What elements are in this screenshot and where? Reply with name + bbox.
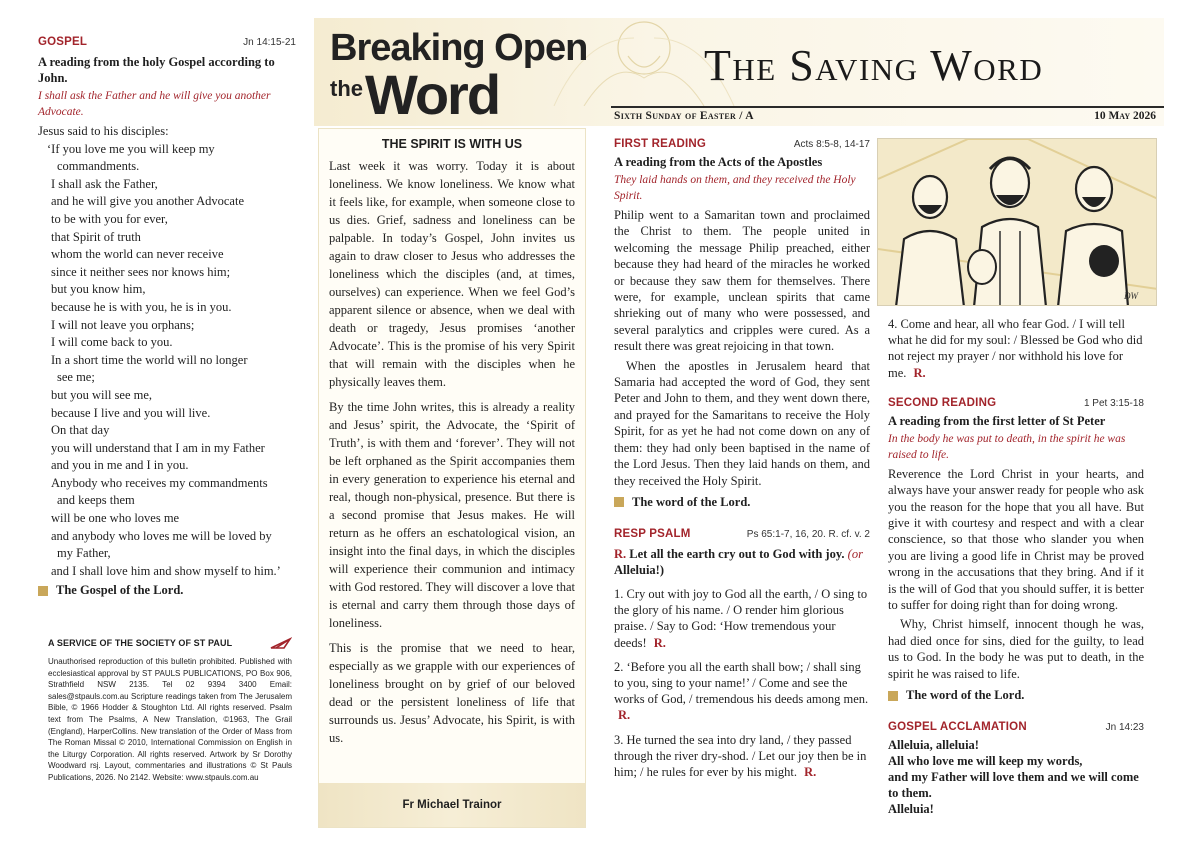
second-reading-closing-line: [888, 688, 1144, 703]
stanza-number: 3.: [614, 732, 624, 747]
first-reading-intro: A reading from the Acts of the Apostles: [614, 155, 823, 169]
gospel-verse-line: [38, 246, 296, 264]
gospel-verse-line: [38, 141, 296, 176]
disciples-artwork-icon: [878, 139, 1157, 306]
verse-text: Anybody who receives my commandments: [51, 475, 268, 490]
response-mark: R.: [618, 708, 631, 723]
psalm-stanza: [614, 659, 870, 724]
acclamation-header: [888, 721, 1144, 733]
gospel-antiphon: I shall ask the Father and he will give you another Advocate.: [38, 90, 271, 118]
first-reading-paragraph: Philip went to a Samaritan town and proclaimed the Christ to them. The people united in welcoming the message Philip preached, either because they had heard of the miracles he worked or because they saw them for themselves. There were, for example, unclean spirits that came shrieking out of many who were possessed, and several paralytics and cripples were cured. As a result there was great rejoicing in that town.: [614, 208, 870, 354]
gospel-verse-line: [38, 457, 296, 475]
verse-continuation: commandments.: [57, 159, 140, 174]
stanza-text: Come and hear, all who fear God. / I will tell what he did for my soul: / Blessed be God who did not reject my prayer / nor withhold his love for me.: [888, 317, 1143, 380]
author-banner: [319, 783, 585, 827]
masthead-title: The Saving Word: [704, 41, 1044, 90]
publisher-notice: [48, 636, 292, 784]
first-reading-closing: The word of the Lord.: [632, 494, 751, 509]
verse-text: I shall ask the Father,: [51, 176, 158, 191]
verse-text: you will understand that I am in my Father: [51, 440, 265, 455]
response-mark: R.: [614, 546, 627, 561]
verse-text: because I live and you will live.: [51, 405, 211, 420]
second-reading-intro: A reading from the first letter of St Peter: [888, 413, 1106, 428]
commentary-title: THE SPIRIT IS WITH US: [381, 137, 523, 151]
second-reading-closing: The word of the Lord.: [906, 688, 1025, 703]
gospel-verse-line: [38, 510, 296, 528]
gospel-verse-line: [38, 528, 296, 563]
gospel-verse-line: [38, 264, 296, 282]
gospel-verse-line: [38, 229, 296, 247]
verse-text: will be one who loves me: [51, 511, 180, 526]
breaking-open-logo: [330, 27, 588, 126]
acclamation-text: [888, 737, 1144, 817]
response-mark: R.: [804, 764, 817, 779]
gold-square-icon: [614, 497, 624, 507]
gospel-verse-line: [38, 176, 296, 194]
second-reading-paragraph: Reverence the Lord Christ in your hearts, and always have your answer ready for people who ask you the reason for the hope that you all have. But give it with courtesy and respect and with a clear conscience, so that those who slander you when you are living a good life in Christ may be proved wrong in the accusations that they bring. And if it is the will of God that you should suffer, it is better to suffer for doing right than for doing wrong.: [888, 466, 1144, 613]
verse-text: because he is with you, he is in you.: [51, 299, 232, 314]
publisher-text: Unauthorised reproduction of this bulletin prohibited. Published with ecclesiastical approval by ST PAULS PUBLICATIONS, PO Box 906, Strathfield NSW 2135. Tel 02 9394 3400 Email: sales@stpauls.com.au Scripture readings taken from The Jerusalem Bible, © 1966 Hodder & Stoughton Ltd. All rights reserved. Psalm text from The Psalms, A New Translation, ©1963, The Grail (England), HarperCollins. New translation of the Order of Mass from The Roman Missal © 2010, International Commission on English in the Liturgy Corporation. All rights reserved. Artwork by Sr Dorothy Woodward rsj. Layout, commentaries and illustrations © St Pauls Publications, 2026. No 2142. Website: www.stpauls.com.au: [48, 657, 292, 782]
verse-text: whom the world can never receive: [51, 247, 224, 262]
gospel-verse-line: [38, 211, 296, 229]
first-reading-paragraph: When the apostles in Jerusalem heard that Samaria had accepted the word of God, they sent Peter and John to them, and they went down there, and prayed for the Samaritans to receive the Holy Spirit, for as yet he had not come down on any of them: they had only been baptised in the name of the Lord Jesus. Then they laid hands on them, and they received the Holy Spirit.: [614, 358, 870, 488]
banner: [314, 18, 1164, 126]
psalm-header: [614, 528, 870, 540]
stanza-number: 2.: [614, 659, 624, 674]
stanza-number: 1.: [614, 586, 624, 601]
psalm-response-text: Let all the earth cry out to God with joy.: [629, 546, 845, 561]
verse-text: since it neither sees nor knows him;: [51, 264, 231, 279]
gospel-section: [38, 36, 296, 598]
verse-text: to be with you for ever,: [51, 211, 168, 226]
masthead-rule: [611, 106, 1164, 108]
acclamation-title: GOSPEL ACCLAMATION: [888, 721, 1027, 734]
psalm-title: RESP PSALM: [614, 527, 691, 540]
verse-text: and he will give you another Advocate: [51, 194, 244, 209]
verse-continuation: see me;: [57, 370, 95, 385]
liturgical-day: Sixth Sunday of Easter / A: [614, 110, 754, 122]
response-mark: R.: [653, 635, 666, 650]
second-reading-ref: 1 Pet 3:15-18: [1083, 397, 1144, 409]
gospel-intro: A reading from the holy Gospel according to John.: [38, 55, 275, 85]
verse-text: that Spirit of truth: [51, 229, 141, 244]
gospel-verse-line: [38, 299, 296, 317]
gospel-verses: [38, 141, 296, 581]
gospel-closing-line: [38, 583, 296, 598]
verse-continuation: my Father,: [57, 546, 111, 561]
gospel-opening: Jesus said to his disciples:: [38, 124, 169, 138]
first-reading-antiphon: They laid hands on them, and they received the Holy Spirit.: [614, 174, 856, 202]
gospel-title: GOSPEL: [38, 36, 88, 48]
verse-text: On that day: [51, 423, 110, 438]
stanza-text: Cry out with joy to God all the earth, / O sing to the glory of his name. / O render him glorious praise. / Say to God: ‘How tremendous your deeds!: [614, 586, 868, 650]
psalm-stanza: [614, 586, 870, 651]
gold-square-icon: [888, 691, 898, 701]
st-pauls-logo-icon: [270, 636, 292, 650]
verse-text: In a short time the world will no longer: [51, 352, 248, 367]
psalm-alt-word: Alleluia!): [614, 562, 664, 577]
acclamation-line: and my Father will love them and we will come to them.: [888, 770, 1139, 801]
gospel-verse-line: [38, 422, 296, 440]
verse-text: but you know him,: [51, 282, 146, 297]
first-reading-ref: Acts 8:5-8, 14-17: [793, 139, 870, 150]
second-reading-title: SECOND READING: [888, 396, 997, 409]
acclamation-line: Alleluia, alleluia!: [888, 738, 979, 753]
gospel-verse-line: [38, 334, 296, 352]
gospel-verse-line: [38, 352, 296, 387]
gospel-verse-line: [38, 193, 296, 211]
logo-line2: [330, 63, 587, 126]
commentary-section: [318, 128, 586, 828]
verse-continuation: and keeps them: [57, 493, 135, 508]
acclamation-ref: Jn 14:23: [1105, 722, 1144, 734]
logo-word: Word: [365, 63, 500, 126]
acclamation-line: Alleluia!: [888, 802, 934, 817]
stanza-text: ‘Before you all the earth shall bow; / shall sing to you, sing to your name!’ / Come and see the works of God, / tremendous his deeds among men.: [614, 659, 869, 707]
psalm-ref: Ps 65:1-7, 16, 20. R. cf. v. 2: [746, 528, 870, 540]
psalm-alt-open: (or: [847, 546, 863, 561]
logo-line1: Breaking Open: [330, 27, 588, 69]
gospel-verse-line: [38, 563, 296, 581]
verse-text: ‘If you love me you will keep my: [47, 141, 215, 156]
gospel-header: [38, 36, 296, 48]
artist-signature: DW: [1124, 291, 1138, 301]
first-reading-title: FIRST READING: [614, 138, 707, 150]
gospel-verse-line: [38, 387, 296, 405]
logo-the: the: [330, 76, 363, 101]
verse-text: and I shall love him and show myself to him.’: [51, 563, 281, 578]
gospel-verse-line: [38, 317, 296, 335]
verse-text: but you will see me,: [51, 387, 153, 402]
commentary-paragraph: By the time John writes, this is already a reality and Jesus’ spirit, the Advocate, the ‘Spirit of Truth’, is with them and ‘forever’. They will not be left orphaned as the Spirit accompanies them in every generation to experience his eternal and real, though non-physical, presence. But there is a second promise that Jesus makes. He will return as he offers an eschatological vision, an insight into the final days, in which the disciples will experience their communion and intimacy with God restored. They will discover a love that is eternal and carry them through those days of loneliness.: [329, 400, 575, 630]
verse-text: I will not leave you orphans;: [51, 317, 195, 332]
commentary-paragraph: Last week it was worry. Today it is about loneliness. We know loneliness. We know what it feels like, for example, when someone close to us dies. Grief, sadness and loneliness can be palpable. In today’s Gospel, John invites us again to draw closer to Jesus who addresses the loneliness which the disciples (and, at times, ourselves) can experience. When we feel God’s apparent silence or absence, when we deal with death or tragedy, Jesus promises ‘another Advocate’. This is the promise of his very Spirit that will remain with the disciples when he physically leaves them.: [329, 159, 575, 389]
publisher-title-row: [48, 636, 292, 650]
issue-date: 10 May 2026: [1094, 110, 1156, 122]
psalm-stanza: [614, 732, 870, 781]
first-reading-closing-line: [614, 495, 870, 510]
readings-column: [614, 138, 870, 780]
gospel-ref: Jn 14:15-21: [243, 37, 296, 48]
second-reading-antiphon: In the body he was put to death, in the spirit he was raised to life.: [888, 432, 1126, 461]
gospel-closing: The Gospel of the Lord.: [56, 583, 184, 598]
acclamation-line: All who love me will keep my words,: [888, 754, 1083, 769]
gold-square-icon: [38, 586, 48, 596]
second-reading-paragraph: Why, Christ himself, innocent though he was, had died once for sins, died for the guilty, to lead us to God. In the body he was put to death, in the spirit he was raised to life.: [888, 617, 1144, 681]
response-mark: R.: [913, 365, 926, 380]
psalm-response: [614, 546, 870, 578]
commentary-paragraph: This is the promise that we need to hear, especially as we grapple with our experiences of loneliness brought on by grief of our beloved dead or the persistent loneliness of life that surrounds us. Jesus’ Advocate, his Spirit, is with us.: [329, 641, 575, 745]
publisher-title: A SERVICE OF THE SOCIETY OF ST PAUL: [48, 638, 233, 648]
stanza-text: He turned the sea into dry land, / they passed through the river dry-shod. / Let our joy then be in him; / he rules for ever by his might.: [614, 732, 867, 779]
first-reading-header: [614, 138, 870, 150]
artwork-illustration: [877, 138, 1157, 306]
verse-text: and anybody who loves me will be loved by: [51, 528, 272, 543]
gospel-verse-line: [38, 405, 296, 423]
verse-text: I will come back to you.: [51, 335, 173, 350]
stanza-number: 4.: [888, 317, 898, 331]
gospel-verse-line: [38, 440, 296, 458]
second-reading-header: [888, 397, 1144, 409]
verse-text: and you in me and I in you.: [51, 458, 189, 473]
gospel-verse-line: [38, 475, 296, 510]
right-column: [888, 316, 1144, 817]
psalm-stanza: [888, 316, 1144, 381]
commentary-author: Fr Michael Trainor: [402, 799, 502, 811]
gospel-verse-line: [38, 281, 296, 299]
